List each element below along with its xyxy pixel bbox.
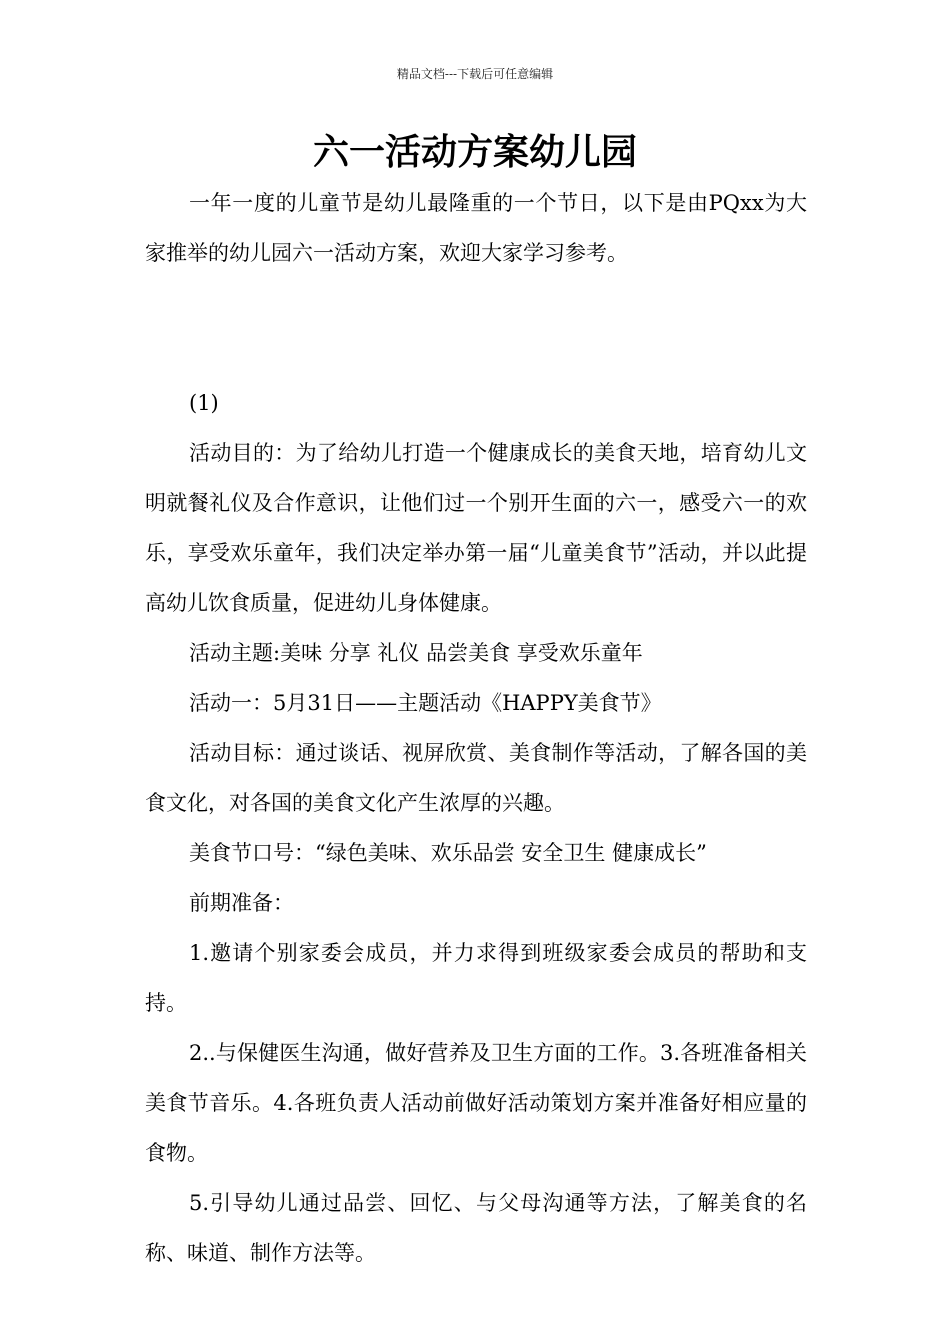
preparation-item-1: 1.邀请个别家委会成员，并力求得到班级家委会成员的帮助和支持。 <box>145 941 807 1015</box>
document-body <box>145 178 807 1278</box>
preparation-heading: 前期准备： <box>189 891 294 915</box>
activity-one-paragraph: 活动一：5月31日——主题活动《HAPPY美食节》 <box>189 691 662 715</box>
activity-goal-paragraph: 活动目标：通过谈话、视屏欣赏、美食制作等活动，了解各国的美食文化，对各国的美食文化产生浓厚的兴趣。 <box>145 741 807 815</box>
blank-space <box>145 278 807 378</box>
slogan-paragraph: 美食节口号：“绿色美味、欢乐品尝 安全卫生 健康成长” <box>189 841 707 865</box>
preparation-item-2-4: 2..与保健医生沟通，做好营养及卫生方面的工作。3.各班准备相关美食节音乐。4.各班负责人活动前做好活动策划方案并准备好相应量的食物。 <box>145 1041 807 1165</box>
intro-paragraph: 一年一度的儿童节是幼儿最隆重的一个节日，以下是由PQxx为大家推举的幼儿园六一活动方案，欢迎大家学习参考。 <box>145 191 807 265</box>
preparation-item-5: 5.引导幼儿通过品尝、回忆、与父母沟通等方法，了解美食的名称、味道、制作方法等。 <box>145 1191 807 1265</box>
activity-theme-paragraph: 活动主题:美味 分享 礼仪 品尝美食 享受欢乐童年 <box>189 641 643 665</box>
document-title: 六一活动方案幼儿园 <box>312 131 637 173</box>
activity-purpose-paragraph: 活动目的：为了给幼儿打造一个健康成长的美食天地，培育幼儿文明就餐礼仪及合作意识，让他们过一个别开生面的六一，感受六一的欢乐，享受欢乐童年，我们决定举办第一届“儿童美食节”活动，并以此提高幼儿饮食质量，促进幼儿身体健康。 <box>145 441 807 615</box>
section-number: (1) <box>189 391 219 415</box>
page-header: 精品文档---下载后可任意编辑 <box>396 67 554 81</box>
